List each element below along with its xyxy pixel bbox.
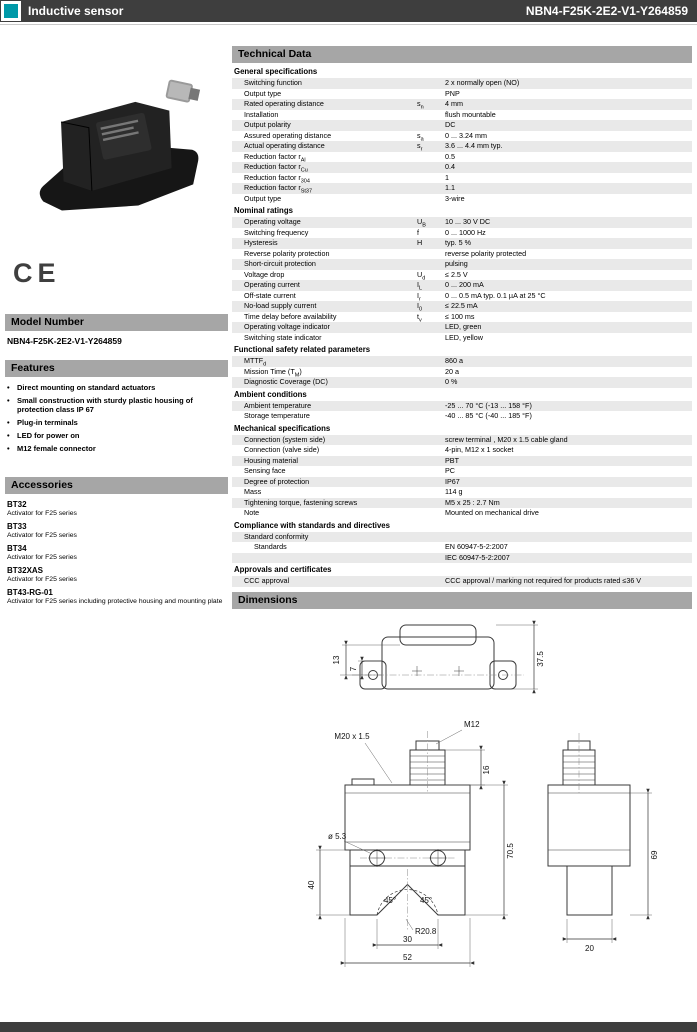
row-value: 20 a bbox=[445, 366, 459, 376]
front-view bbox=[307, 720, 515, 967]
row-symbol bbox=[417, 249, 445, 260]
dim-front-height-label: 70.5 bbox=[506, 842, 515, 859]
table-section-header: Compliance with standards and directives bbox=[234, 520, 390, 530]
row-value: flush mountable bbox=[445, 109, 496, 119]
dimension-drawing bbox=[232, 613, 692, 1018]
row-symbol bbox=[417, 152, 445, 163]
footer-bar bbox=[0, 1022, 697, 1032]
dim-radius-label: R20.8 bbox=[415, 926, 437, 936]
table-row bbox=[232, 249, 692, 260]
row-symbol bbox=[417, 183, 445, 194]
dim-inner-width-label: 30 bbox=[403, 934, 412, 944]
table-row bbox=[232, 477, 692, 488]
accessory-description: Activator for F25 series bbox=[7, 553, 77, 561]
table-row bbox=[232, 456, 692, 467]
accessory-item bbox=[7, 500, 228, 517]
row-symbol: $I_L$ bbox=[417, 280, 423, 292]
row-label: Reduction factor $r_{Cu}$ bbox=[244, 162, 308, 174]
table-row bbox=[232, 194, 692, 205]
row-symbol bbox=[417, 542, 445, 553]
row-value bbox=[445, 532, 692, 543]
row-symbol bbox=[417, 120, 445, 131]
row-symbol: $I_0$ bbox=[417, 301, 423, 313]
row-label: $MTTF_d$ bbox=[244, 356, 267, 368]
brand-square-icon bbox=[4, 4, 18, 18]
side-view bbox=[548, 733, 659, 953]
row-label: Actual operating distance bbox=[244, 141, 325, 150]
row-label: Connection (system side) bbox=[244, 434, 326, 444]
dim-lower-height-label: 40 bbox=[307, 880, 316, 889]
accessory-name: BT33 bbox=[7, 522, 27, 531]
row-symbol bbox=[417, 356, 445, 367]
dim-angle-right-label: 45° bbox=[419, 895, 433, 905]
table-row bbox=[232, 228, 692, 239]
row-label: Time delay before availability bbox=[244, 311, 337, 321]
dim-top-left-b-label: 7 bbox=[349, 666, 358, 671]
row-value: M5 x 25 : 2.7 Nm bbox=[445, 497, 500, 507]
row-symbol: f bbox=[417, 227, 419, 237]
dim-outer-width-label: 52 bbox=[403, 952, 412, 962]
row-value: 3.6 ... 4.4 mm typ. bbox=[445, 141, 503, 150]
row-value: typ. 5 % bbox=[445, 238, 471, 247]
row-label: Output type bbox=[244, 193, 282, 203]
row-label: Operating voltage bbox=[244, 217, 301, 226]
row-label: Reduction factor $r_{St37}$ bbox=[244, 183, 313, 195]
row-label: Installation bbox=[244, 109, 279, 119]
row-label: Switching function bbox=[244, 78, 302, 87]
feature-item: • Small construction with sturdy plastic housing of protection class IP 67 bbox=[7, 396, 228, 414]
row-label: Operating current bbox=[244, 280, 300, 289]
table-row bbox=[232, 356, 692, 367]
features-heading: Features bbox=[5, 360, 228, 377]
row-symbol: $U_B$ bbox=[417, 217, 426, 229]
row-symbol bbox=[417, 411, 445, 422]
row-symbol bbox=[417, 89, 445, 100]
row-symbol bbox=[417, 173, 445, 184]
table-section-header: Nominal ratings bbox=[234, 206, 293, 215]
row-label bbox=[232, 553, 417, 564]
row-symbol: $U_d$ bbox=[417, 269, 426, 281]
table-row bbox=[232, 131, 692, 142]
row-symbol bbox=[417, 322, 445, 333]
row-label: Hysteresis bbox=[244, 238, 278, 247]
connector-plug bbox=[165, 79, 201, 104]
table-row bbox=[232, 152, 692, 163]
brand-logo bbox=[1, 1, 21, 21]
row-value: 2 x normally open (NO) bbox=[445, 78, 520, 87]
table-section-header: Mechanical specifications bbox=[234, 423, 331, 433]
row-value: 0 ... 200 mA bbox=[445, 280, 484, 289]
table-row bbox=[232, 141, 692, 152]
table-row bbox=[232, 532, 692, 543]
model-number-value: NBN4-F25K-2E2-V1-Y264859 bbox=[7, 336, 122, 346]
table-row bbox=[232, 89, 692, 100]
row-label: Standards bbox=[254, 542, 287, 551]
table-row bbox=[232, 270, 692, 281]
table-row bbox=[232, 217, 692, 228]
row-value: 0 ... 3.24 mm bbox=[445, 130, 487, 140]
sensor-image bbox=[12, 43, 222, 243]
table-row bbox=[232, 508, 692, 519]
row-symbol bbox=[417, 487, 445, 498]
row-label: Output type bbox=[244, 88, 282, 98]
accessory-item bbox=[7, 566, 228, 583]
table-section-header: Functional safety related parameters bbox=[234, 345, 371, 354]
table-row bbox=[232, 576, 692, 587]
row-symbol bbox=[417, 367, 445, 378]
row-label: Assured operating distance bbox=[244, 130, 332, 140]
row-value: 0.5 bbox=[445, 151, 455, 161]
row-symbol bbox=[417, 445, 445, 456]
row-symbol bbox=[417, 532, 445, 543]
row-symbol bbox=[417, 162, 445, 173]
row-label: Off-state current bbox=[244, 290, 296, 300]
dimensions-heading: Dimensions bbox=[232, 592, 692, 609]
row-value: screw terminal , M20 x 1.5 cable gland bbox=[445, 434, 568, 444]
table-row bbox=[232, 259, 692, 270]
row-value: reverse polarity protected bbox=[445, 248, 527, 258]
row-symbol bbox=[417, 576, 445, 587]
table-row bbox=[232, 553, 692, 564]
top-view bbox=[332, 625, 545, 689]
table-row bbox=[232, 411, 692, 422]
row-label: Diagnostic Coverage (DC) bbox=[244, 377, 328, 386]
row-label: Housing material bbox=[244, 455, 298, 465]
dim-m12-label: M12 bbox=[464, 719, 480, 729]
table-section-header: General specifications bbox=[234, 67, 318, 76]
row-symbol bbox=[417, 466, 445, 477]
table-row bbox=[232, 322, 692, 333]
row-label: Output polarity bbox=[244, 120, 291, 129]
accessory-item bbox=[7, 544, 228, 561]
row-label: Operating voltage indicator bbox=[244, 322, 330, 331]
table-row bbox=[232, 487, 692, 498]
table-row bbox=[232, 466, 692, 477]
row-symbol bbox=[417, 508, 445, 519]
row-symbol bbox=[417, 110, 445, 121]
row-value: LED, yellow bbox=[445, 332, 483, 342]
row-value: PNP bbox=[445, 88, 460, 98]
accessory-description: Activator for F25 series including protective housing and mounting plate bbox=[7, 597, 223, 605]
table-row bbox=[232, 401, 692, 412]
row-symbol bbox=[417, 377, 445, 388]
row-value: 860 a bbox=[445, 356, 463, 365]
row-label: Connection (valve side) bbox=[244, 445, 320, 454]
accessory-description: Activator for F25 series bbox=[7, 509, 77, 517]
product-photo bbox=[5, 30, 228, 256]
row-label: Standard conformity bbox=[244, 531, 309, 541]
header-divider bbox=[0, 24, 697, 25]
row-value: DC bbox=[445, 120, 456, 129]
row-symbol bbox=[417, 553, 445, 564]
row-label: Sensing face bbox=[244, 466, 286, 475]
table-row bbox=[232, 120, 692, 131]
header-model-number: NBN4-F25K-2E2-V1-Y264859 bbox=[525, 4, 688, 18]
dim-top-height-label: 37.5 bbox=[536, 650, 545, 667]
row-value: Mounted on mechanical drive bbox=[445, 508, 539, 517]
row-symbol bbox=[417, 477, 445, 488]
row-label: Short-circuit protection bbox=[244, 259, 316, 268]
row-label: Mission Time $(T_M)$ bbox=[244, 366, 302, 378]
table-row bbox=[232, 162, 692, 173]
row-value: 1.1 bbox=[445, 183, 455, 192]
row-value: ≤ 22.5 mA bbox=[445, 301, 478, 310]
dim-angle-left-label: 45° bbox=[383, 895, 397, 905]
table-row bbox=[232, 312, 692, 323]
row-label: Reduction factor $r_{Al}$ bbox=[244, 151, 306, 163]
row-value: IEC 60947-5-2:2007 bbox=[445, 552, 510, 562]
row-label: Switching frequency bbox=[244, 227, 309, 237]
row-label: Degree of protection bbox=[244, 476, 310, 486]
table-row bbox=[232, 377, 692, 388]
row-value: 10 ... 30 V DC bbox=[445, 217, 491, 226]
row-label: Tightening torque, fastening screws bbox=[244, 497, 358, 507]
table-row bbox=[232, 367, 692, 378]
table-row bbox=[232, 291, 692, 302]
accessory-name: BT43-RG-01 bbox=[7, 588, 53, 597]
features-list bbox=[5, 383, 228, 453]
table-row bbox=[232, 435, 692, 446]
row-label: Voltage drop bbox=[244, 269, 285, 279]
row-symbol bbox=[417, 194, 445, 205]
dim-top-left-a-label: 13 bbox=[332, 655, 341, 664]
dim-m20-label: M20 x 1.5 bbox=[334, 731, 370, 741]
row-label: Storage temperature bbox=[244, 411, 310, 420]
accessory-description: Activator for F25 series bbox=[7, 531, 77, 539]
row-value: PC bbox=[445, 466, 455, 475]
row-symbol: $I_r$ bbox=[417, 290, 421, 302]
accessories-list bbox=[5, 500, 228, 605]
dim-side-width-label: 20 bbox=[585, 943, 594, 953]
row-symbol bbox=[417, 498, 445, 509]
accessory-description: Activator for F25 series bbox=[7, 575, 77, 583]
row-value: ≤ 2.5 V bbox=[445, 269, 468, 279]
row-label: Mass bbox=[244, 487, 262, 496]
feature-item: • LED for power on bbox=[7, 431, 228, 440]
row-symbol bbox=[417, 333, 445, 344]
accessory-name: BT32XAS bbox=[7, 566, 44, 575]
table-section-header: Ambient conditions bbox=[234, 389, 307, 399]
row-symbol: $s_n$ bbox=[417, 99, 424, 111]
table-row bbox=[232, 110, 692, 121]
table-row bbox=[232, 301, 692, 312]
row-value: EN 60947-5-2:2007 bbox=[445, 542, 508, 551]
table-row bbox=[232, 542, 692, 553]
right-column bbox=[232, 46, 692, 1018]
row-label: Rated operating distance bbox=[244, 99, 324, 108]
row-value: PBT bbox=[445, 455, 459, 465]
row-label: No-load supply current bbox=[244, 301, 317, 310]
row-label: Switching state indicator bbox=[244, 332, 322, 342]
row-symbol bbox=[417, 401, 445, 412]
row-label: Reverse polarity protection bbox=[244, 248, 330, 258]
header-bar bbox=[0, 0, 697, 22]
row-symbol bbox=[417, 435, 445, 446]
row-symbol: $s_r$ bbox=[417, 141, 423, 153]
dim-conn-height-label: 16 bbox=[482, 765, 491, 774]
row-value: pulsing bbox=[445, 259, 468, 268]
row-value: 0 ... 0.5 mA typ. 0.1 µA at 25 °C bbox=[445, 290, 546, 300]
row-symbol bbox=[417, 259, 445, 270]
table-row bbox=[232, 173, 692, 184]
accessory-item bbox=[7, 588, 228, 605]
row-label: CCC approval bbox=[244, 576, 290, 585]
technical-table bbox=[232, 65, 692, 587]
row-value: IP67 bbox=[445, 476, 460, 486]
feature-item: • M12 female connector bbox=[7, 444, 228, 453]
row-value: 0.4 bbox=[445, 162, 455, 171]
ce-mark: CE bbox=[13, 258, 61, 288]
table-row bbox=[232, 99, 692, 110]
row-value: 3-wire bbox=[445, 193, 465, 203]
row-label: Note bbox=[244, 508, 260, 517]
row-label: Ambient temperature bbox=[244, 400, 312, 410]
row-value: 1 bbox=[445, 172, 449, 182]
table-row bbox=[232, 333, 692, 344]
table-row bbox=[232, 445, 692, 456]
table-row bbox=[232, 238, 692, 249]
model-number-heading: Model Number bbox=[5, 314, 228, 331]
accessory-item bbox=[7, 522, 228, 539]
row-value: 114 g bbox=[445, 487, 463, 496]
row-value: ≤ 100 ms bbox=[445, 311, 475, 321]
row-value: -25 ... 70 °C (-13 ... 158 °F) bbox=[445, 400, 532, 410]
table-row bbox=[232, 183, 692, 194]
row-value: 4-pin, M12 x 1 socket bbox=[445, 445, 514, 454]
row-symbol bbox=[417, 78, 445, 89]
feature-item: • Plug-in terminals bbox=[7, 418, 228, 427]
table-row bbox=[232, 280, 692, 291]
row-label: Reduction factor $r_{304}$ bbox=[244, 172, 310, 184]
dim-side-height-label: 69 bbox=[650, 850, 659, 859]
row-value: 0 % bbox=[445, 377, 458, 386]
table-row bbox=[232, 498, 692, 509]
row-value: CCC approval / marking not required for products rated ≤36 V bbox=[445, 576, 642, 585]
row-symbol bbox=[417, 456, 445, 467]
technical-data-heading: Technical Data bbox=[232, 46, 692, 63]
table-row bbox=[232, 78, 692, 89]
row-symbol: $s_a$ bbox=[417, 130, 424, 142]
row-value: LED, green bbox=[445, 322, 482, 331]
row-value: 4 mm bbox=[445, 99, 463, 108]
row-symbol: H bbox=[417, 238, 423, 247]
left-column bbox=[5, 30, 228, 610]
row-value: -40 ... 85 °C (-40 ... 185 °F) bbox=[445, 411, 532, 420]
table-section-header: Approvals and certificates bbox=[234, 565, 332, 574]
product-type-title: Inductive sensor bbox=[28, 4, 124, 18]
accessory-name: BT32 bbox=[7, 500, 27, 509]
dim-hole-dia-label: ø 5.3 bbox=[328, 831, 347, 841]
accessory-name: BT34 bbox=[7, 544, 27, 553]
accessories-heading: Accessories bbox=[5, 477, 228, 494]
row-value: 0 ... 1000 Hz bbox=[445, 227, 486, 237]
feature-item: • Direct mounting on standard actuators bbox=[7, 383, 228, 392]
row-symbol: $t_v$ bbox=[417, 311, 422, 323]
